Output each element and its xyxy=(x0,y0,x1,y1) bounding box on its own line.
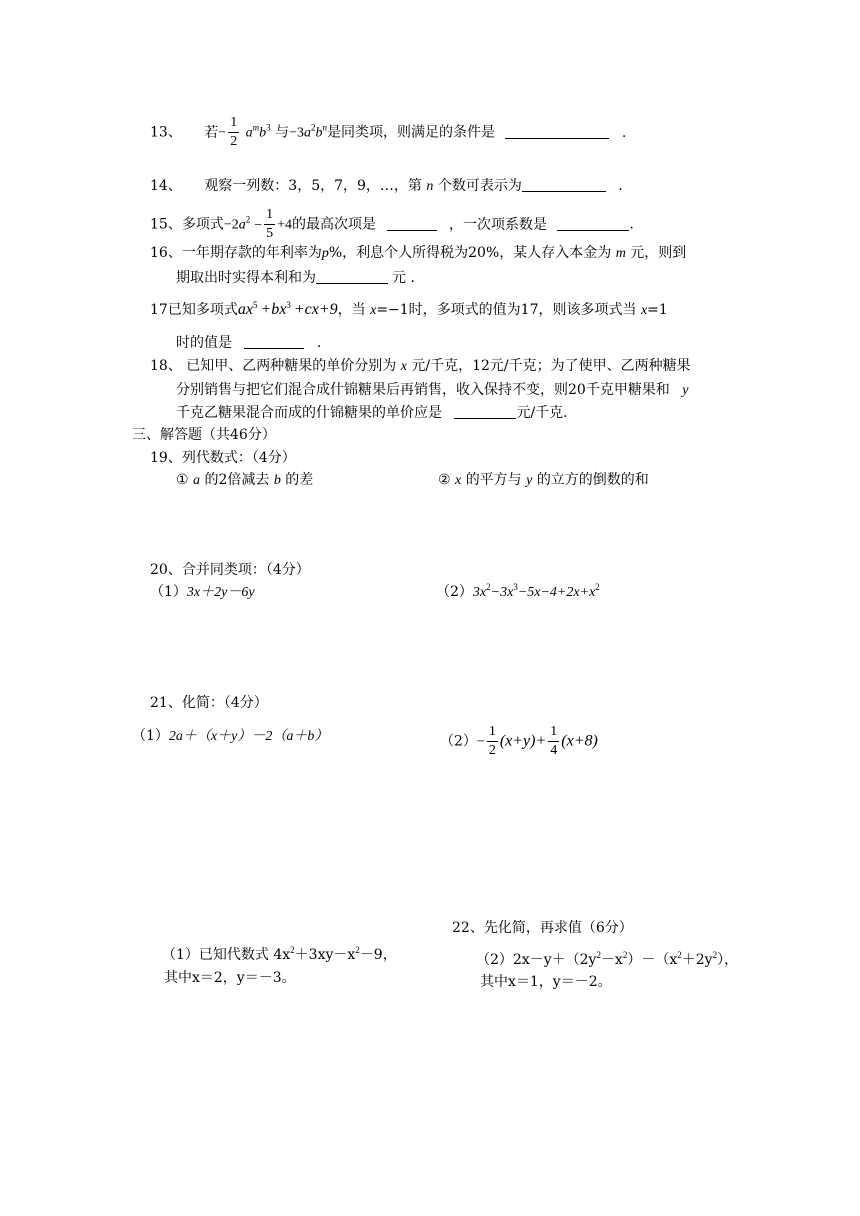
fraction-numerator: 1 xyxy=(487,723,498,742)
math-term: ax xyxy=(237,301,253,318)
math-exp: 2 xyxy=(355,945,360,955)
math-exp: 2 xyxy=(595,582,600,592)
math-exp: 2 xyxy=(311,122,316,133)
math-var: x xyxy=(370,303,377,318)
question-18-line-3 xyxy=(176,403,568,423)
math-exp: 2 xyxy=(712,950,718,960)
item-marker: ① xyxy=(176,472,194,488)
question-22-part-1-line-1 xyxy=(162,945,397,965)
fraction xyxy=(487,723,498,760)
fraction-denominator: 2 xyxy=(488,743,496,758)
question-text: 的差 xyxy=(285,472,314,488)
answer-blank[interactable] xyxy=(522,177,606,192)
math-var: x xyxy=(400,359,407,374)
question-text: 元/千克，12元/千克；为了使甲、乙两种糖果 xyxy=(411,358,691,374)
math-term: 3x xyxy=(472,585,487,600)
question-22-title: 22、先化简，再求值（6分） xyxy=(452,920,633,936)
question-text: （1）已知代数式 4x xyxy=(162,947,291,963)
question-text: 千克乙糖果混合而成的什锦糖果的单价应是 xyxy=(176,405,442,421)
math-var: a xyxy=(238,217,246,233)
question-number: 13、 xyxy=(150,124,182,141)
question-text: ）－（x xyxy=(627,952,678,968)
math-var: y xyxy=(526,473,533,488)
question-22-part-2-line-2: 其中x＝1，y＝－2。 xyxy=(480,974,612,990)
question-text: －x xyxy=(600,952,623,968)
math-var: p xyxy=(321,246,329,261)
math-coef: 3 xyxy=(297,125,304,141)
question-21-part-2 xyxy=(440,723,598,760)
math-var: b xyxy=(273,473,281,488)
math-exp: 2 xyxy=(622,950,628,960)
question-text: 多项式 xyxy=(181,216,224,233)
question-text: 的平方与 xyxy=(465,472,522,488)
math-var: y xyxy=(682,383,689,398)
math-exp: 3 xyxy=(286,300,291,310)
question-20-part-1 xyxy=(150,582,255,603)
answer-blank[interactable] xyxy=(387,216,437,231)
question-20-part-2 xyxy=(436,582,600,603)
fraction-denominator: 4 xyxy=(550,743,558,758)
math-op: − xyxy=(254,217,263,233)
question-text: （2）2x－y＋（2y xyxy=(476,952,597,968)
question-17-line-2 xyxy=(176,333,321,353)
math-var: a xyxy=(304,125,311,141)
question-text: 的最高次项是 xyxy=(292,216,377,233)
question-18-line-1 xyxy=(150,356,691,377)
math-expr: (x+8) xyxy=(561,732,598,750)
math-exp: n xyxy=(322,122,327,133)
math-var: b xyxy=(315,125,323,141)
question-number: 15、 xyxy=(150,216,182,233)
section-heading: 三、解答题（共46分） xyxy=(132,427,276,443)
math-exp: 2 xyxy=(290,945,295,955)
question-text: ）， xyxy=(717,952,739,968)
fraction xyxy=(548,723,559,760)
fraction xyxy=(264,206,275,243)
answer-blank[interactable] xyxy=(557,216,629,231)
math-var: a xyxy=(245,125,253,141)
math-var: x xyxy=(640,303,648,318)
punct: . xyxy=(618,178,623,194)
part-label: （1） xyxy=(150,584,187,600)
math-term: −3x xyxy=(490,585,514,600)
question-21-title: 21、化简：（4分） xyxy=(150,695,268,711)
question-13: 13、 若− $\frac{1}{2}$ $a^mb^3$ 与$-3a^2b^n$是同类项，则满足的条件是 . xyxy=(150,115,627,149)
fraction-numerator: 1 xyxy=(228,114,239,133)
question-17-line-1 xyxy=(150,300,668,321)
question-21-part-1 xyxy=(132,726,328,747)
question-text: ＋2y xyxy=(681,952,713,968)
math-exp: 2 xyxy=(486,582,491,592)
question-text: 18、 已知甲、乙两种糖果的单价分别为 xyxy=(150,358,397,374)
question-text: 元，则到 xyxy=(630,245,687,261)
part-label: （2） xyxy=(436,584,473,600)
question-text: ，当 xyxy=(337,302,366,318)
punct: . xyxy=(316,335,322,351)
math-var: a xyxy=(193,473,201,488)
question-text: 个数可表示为 xyxy=(437,178,522,194)
question-16-line-2 xyxy=(176,268,415,288)
answer-blank[interactable] xyxy=(244,334,304,349)
part-label: （1） xyxy=(132,728,169,744)
question-19-title: 19、列代数式：（4分） xyxy=(150,450,296,466)
question-text: 分别销售与把它们混合成什锦糖果后再销售，收入保持不变，则20千克甲糖果和 xyxy=(176,382,670,398)
fraction-denominator: 5 xyxy=(266,226,274,241)
question-18-line-2 xyxy=(176,380,688,401)
question-text: 17已知多项式 xyxy=(150,302,238,318)
math-var: x xyxy=(455,473,462,488)
question-text: 期取出时实得本利和为 xyxy=(176,270,316,286)
math-term: +bx xyxy=(260,301,287,318)
question-22-part-2-line-1 xyxy=(476,950,738,970)
question-15 xyxy=(150,206,634,243)
math-exp: 2 xyxy=(596,950,601,960)
question-text: 若 xyxy=(204,124,219,141)
question-14 xyxy=(150,176,623,197)
question-16-line-1 xyxy=(150,243,686,264)
part-label: （2） xyxy=(440,733,477,750)
question-text: 元/千克. xyxy=(516,405,568,421)
question-text: 与 xyxy=(275,124,290,141)
question-text: 的2倍减去 xyxy=(204,472,270,488)
fraction-denominator: 2 xyxy=(230,134,238,149)
math-expr: 2a＋（x＋y）－2（a＋b） xyxy=(168,729,329,744)
question-19-item-1 xyxy=(176,470,313,491)
math-exp: 5 xyxy=(252,300,258,310)
math-expr: 3x＋2y－6y xyxy=(186,585,255,600)
question-text: ＋3xy－x xyxy=(294,947,356,963)
math-var: n xyxy=(426,179,434,194)
math-var: m xyxy=(615,246,626,261)
math-exp: m xyxy=(252,122,260,133)
punct: . xyxy=(621,124,627,141)
answer-blank[interactable] xyxy=(316,269,388,284)
math-term: +cx+9 xyxy=(293,301,338,318)
question-text: 的立方的倒数的和 xyxy=(536,472,649,488)
question-text: 观察一列数：3，5，7，9，…，第 xyxy=(204,178,422,194)
question-22-part-1-line-2: 其中x＝2，y＝－3。 xyxy=(164,970,296,986)
math-term: +4 xyxy=(277,217,293,233)
math-term: −5x−4+2x+x xyxy=(517,585,596,600)
math-exp: 3 xyxy=(513,582,518,592)
item-marker: ② xyxy=(438,472,456,488)
question-20-title: 20、合并同类项：（4分） xyxy=(150,562,310,578)
question-text: %，利息个人所得税为20%，某人存入本金为 xyxy=(328,245,612,261)
question-text: =1 xyxy=(647,302,668,318)
question-text: －9， xyxy=(359,947,397,963)
math-exp: 3 xyxy=(266,122,271,133)
answer-blank[interactable] xyxy=(505,124,609,139)
question-text: 16、一年期存款的年利率为 xyxy=(150,245,322,261)
math-op: − xyxy=(476,734,485,750)
answer-blank[interactable] xyxy=(454,404,516,419)
question-text: ，一次项系数是 xyxy=(448,216,547,233)
math-var: b xyxy=(259,125,267,141)
question-text: 元 . xyxy=(392,270,415,286)
fraction xyxy=(228,114,239,151)
question-text: 是同类项，则满足的条件是 xyxy=(327,124,495,141)
math-expr: (x+y)+ xyxy=(499,732,547,750)
question-text: 时的值是 xyxy=(176,335,232,351)
math-coef: −2 xyxy=(223,217,239,233)
fraction-numerator: 1 xyxy=(264,206,275,225)
math-exp: 2 xyxy=(677,950,682,960)
question-19-item-2 xyxy=(438,470,649,491)
question-number: 14、 xyxy=(150,178,182,194)
question-text: =−1时，多项式的值为17，则该多项式当 xyxy=(376,302,637,318)
fraction-numerator: 1 xyxy=(548,723,559,742)
punct: . xyxy=(629,216,634,233)
math-exp: 2 xyxy=(245,214,251,225)
